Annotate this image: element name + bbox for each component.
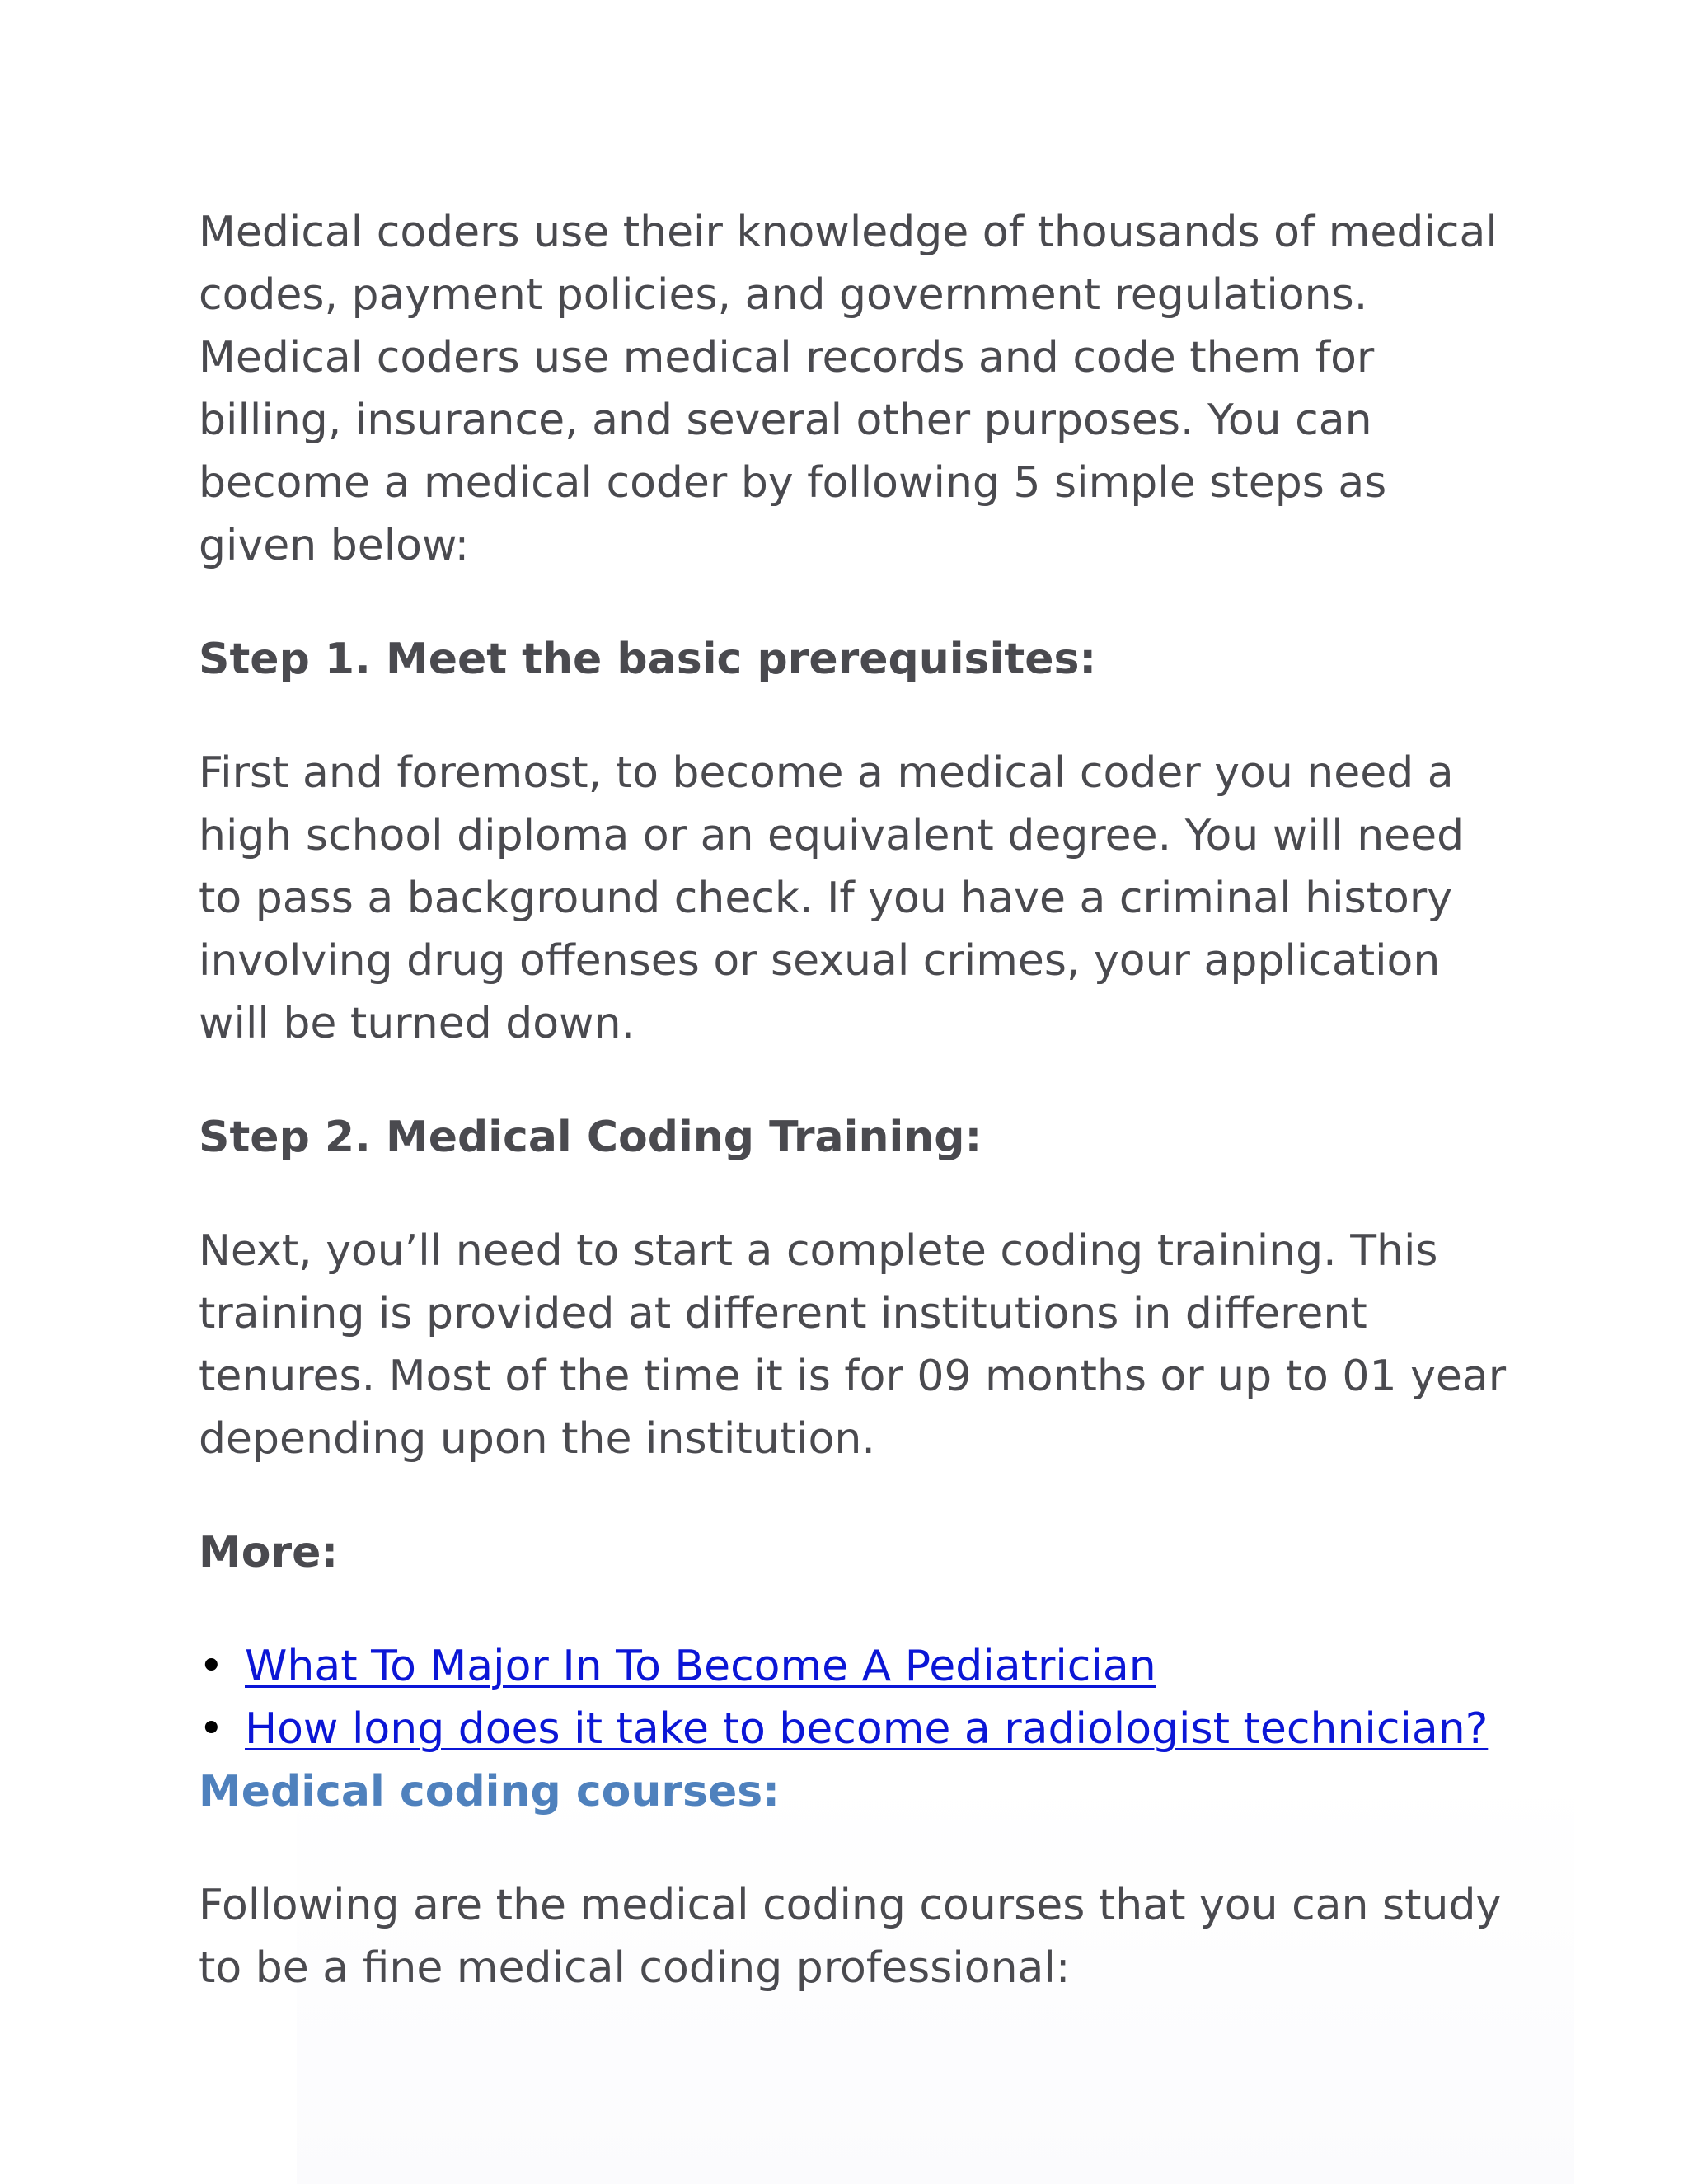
list-item <box>199 1635 1509 1698</box>
bullet-icon: • <box>199 1642 224 1691</box>
link-pediatrician[interactable]: What To Major In To Become A Pediatrician <box>245 1642 1156 1691</box>
step2-paragraph: Next, you’ll need to start a complete coding training. This training is provided at different institutions in different tenures. Most of the time it is for 09 months or up to 01 year depending upon the institution. <box>199 1226 1507 1464</box>
more-heading: More: <box>199 1528 339 1577</box>
step1-heading: Step 1. Meet the basic prerequisites: <box>199 635 1097 684</box>
step2-heading: Step 2. Medical Coding Training: <box>199 1113 982 1162</box>
list-item <box>199 1698 1509 1760</box>
link-radiologist-technician[interactable]: How long does it take to become a radiologist technician? <box>245 1704 1489 1754</box>
courses-paragraph: Following are the medical coding courses that you can study to be a fine medical coding professional: <box>199 1881 1502 1993</box>
more-links-list <box>199 1635 1509 1760</box>
article-body <box>199 201 1509 2050</box>
courses-heading: Medical coding courses: <box>199 1767 781 1816</box>
intro-paragraph: Medical coders use their knowledge of thousands of medical codes, payment policies, and government regulations. Medical coders use medical records and code them for billing, insurance, and several other purposes. You can become a medical coder by following 5 simple steps as given below: <box>199 208 1498 570</box>
step1-paragraph: First and foremost, to become a medical coder you need a high school diploma or an equivalent degree. You will need to pass a background check. If you have a criminal history involving drug offenses or sexual crimes, your application will be turned down. <box>199 748 1465 1048</box>
bullet-icon: • <box>199 1704 224 1754</box>
